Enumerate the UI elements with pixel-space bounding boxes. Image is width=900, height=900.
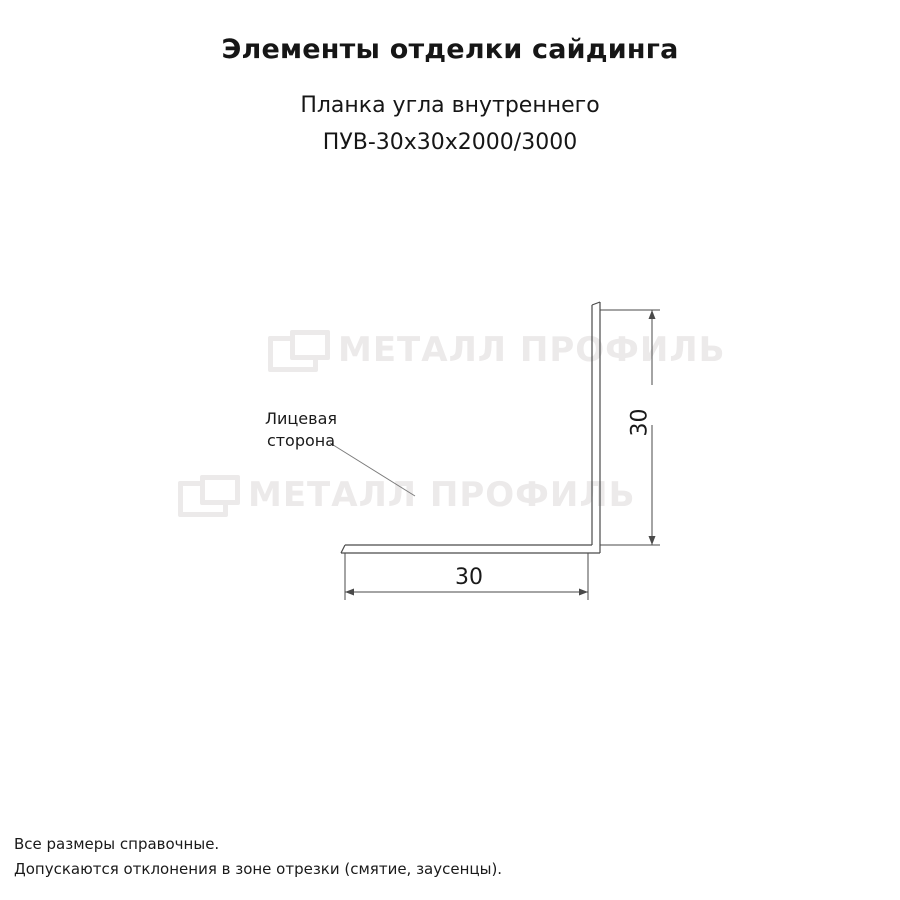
profile-outline [341, 302, 600, 553]
dimension-label-horizontal: 30 [455, 565, 483, 590]
page-title: Элементы отделки сайдинга [221, 34, 679, 65]
watermark-text: МЕТАЛЛ ПРОФИЛЬ [248, 475, 636, 515]
footer-line-1: Все размеры справочные. [14, 835, 220, 853]
product-name: Планка угла внутреннего [300, 93, 600, 118]
watermark-text: МЕТАЛЛ ПРОФИЛЬ [338, 330, 726, 370]
page-header [0, 0, 900, 155]
footer-notes [14, 832, 502, 882]
callout-face-side [246, 408, 356, 452]
footer-line-2: Допускаются отклонения в зоне отрезки (смятие, заусенцы). [14, 860, 503, 878]
callout-line-2: сторона [266, 431, 336, 450]
callout-line-1: Лицевая [264, 409, 338, 428]
product-code: ПУВ-30x30x2000/3000 [322, 130, 578, 155]
dimension-label-vertical: 30 [627, 408, 653, 437]
drawing-svg [0, 200, 900, 670]
technical-drawing [0, 200, 900, 670]
